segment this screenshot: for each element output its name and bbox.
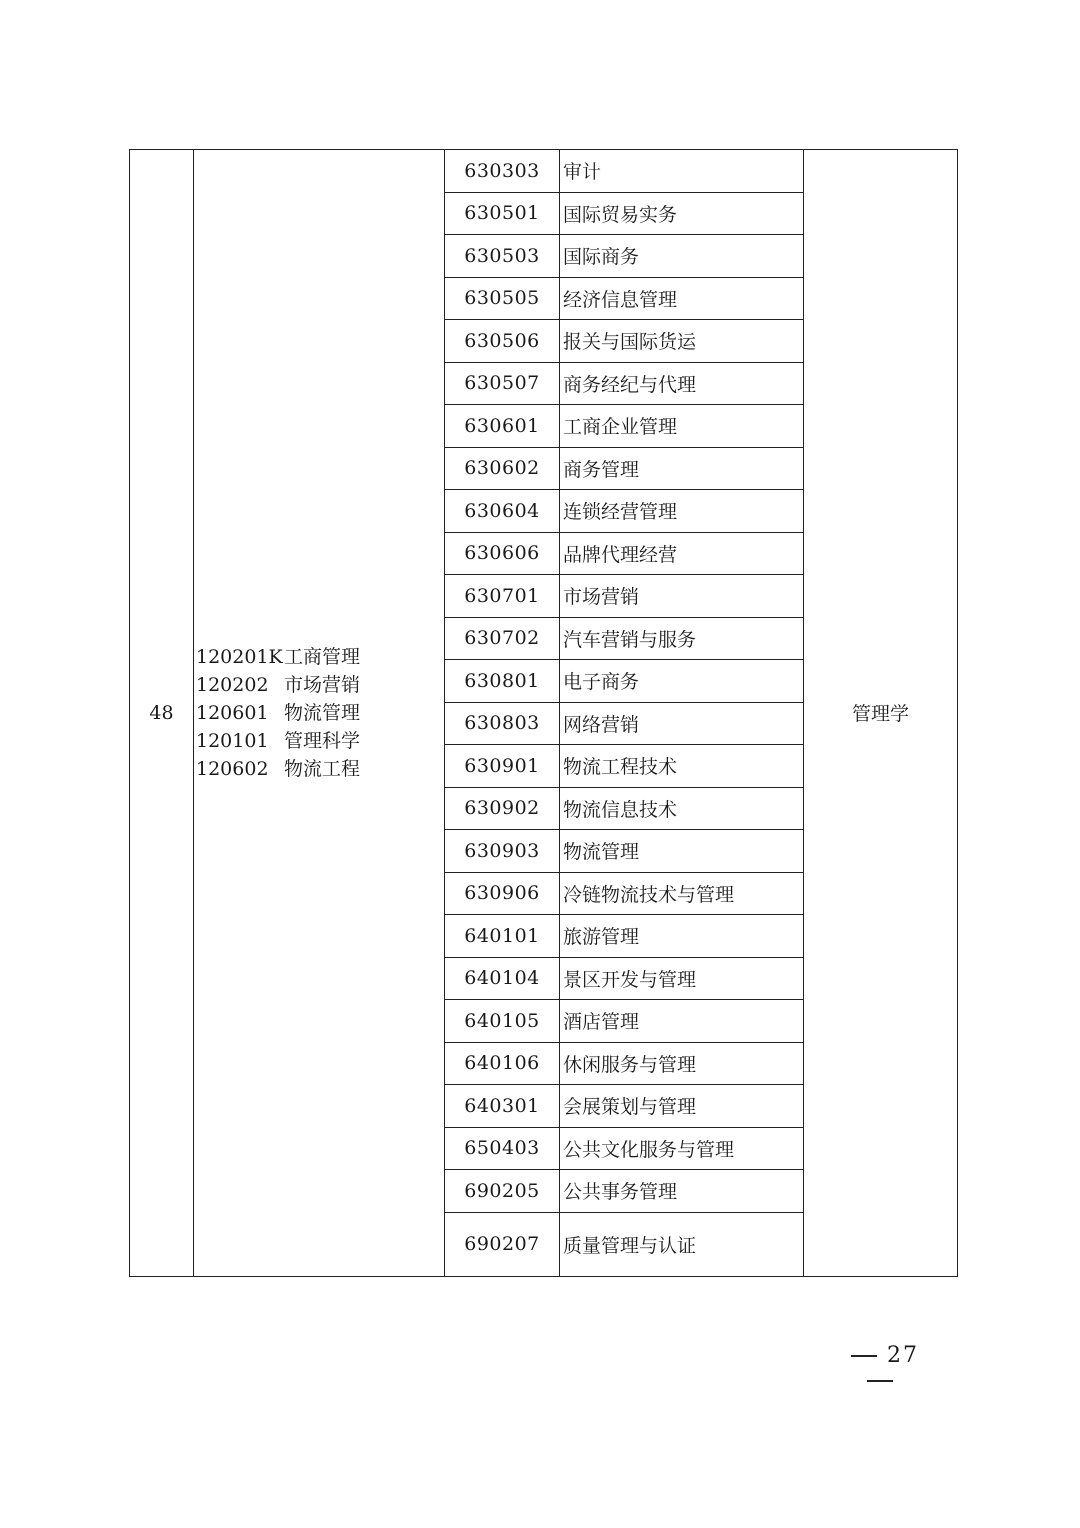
vocational-major-code: 640105 <box>445 1000 560 1043</box>
table-row <box>130 150 958 193</box>
undergrad-major-name: 工商管理 <box>284 645 361 668</box>
vocational-major-code: 630602 <box>445 447 560 490</box>
vocational-major-name: 商务经纪与代理 <box>560 362 804 405</box>
vocational-major-name: 国际贸易实务 <box>560 192 804 235</box>
vocational-major-name: 冷链物流技术与管理 <box>560 872 804 915</box>
vocational-major-code: 630803 <box>445 702 560 745</box>
vocational-major-name: 公共文化服务与管理 <box>560 1127 804 1170</box>
undergrad-major-code: 120602 <box>196 757 269 780</box>
page-number-value: 27 <box>887 1343 919 1368</box>
undergrad-major-name: 管理科学 <box>284 729 361 752</box>
vocational-major-name: 网络营销 <box>560 702 804 745</box>
undergrad-major-code: 120202 <box>196 673 269 696</box>
vocational-major-code: 630501 <box>445 192 560 235</box>
vocational-major-code: 630701 <box>445 575 560 618</box>
vocational-major-name: 景区开发与管理 <box>560 957 804 1000</box>
sequence-number-cell: 48 <box>130 150 194 1277</box>
vocational-major-name: 物流管理 <box>560 830 804 873</box>
vocational-major-name: 审计 <box>560 150 804 193</box>
vocational-major-name: 公共事务管理 <box>560 1170 804 1213</box>
vocational-major-code: 630505 <box>445 277 560 320</box>
undergrad-major-code: 120601 <box>196 701 269 724</box>
undergrad-major-code: 120201K <box>196 645 283 668</box>
vocational-major-code: 630906 <box>445 872 560 915</box>
majors-table <box>129 149 958 1277</box>
undergrad-major-item <box>196 727 444 755</box>
undergrad-majors-list <box>194 643 444 783</box>
page-number-left-dash <box>851 1355 877 1357</box>
vocational-major-name: 品牌代理经营 <box>560 532 804 575</box>
vocational-major-name: 连锁经营管理 <box>560 490 804 533</box>
vocational-major-code: 630303 <box>445 150 560 193</box>
vocational-major-name: 质量管理与认证 <box>560 1212 804 1276</box>
vocational-major-code: 690205 <box>445 1170 560 1213</box>
vocational-major-code: 630702 <box>445 617 560 660</box>
vocational-major-name: 物流工程技术 <box>560 745 804 788</box>
undergrad-majors-cell <box>194 150 445 1277</box>
vocational-major-name: 商务管理 <box>560 447 804 490</box>
vocational-major-name: 经济信息管理 <box>560 277 804 320</box>
page-number <box>820 1343 940 1393</box>
vocational-major-code: 630601 <box>445 405 560 448</box>
vocational-major-name: 酒店管理 <box>560 1000 804 1043</box>
vocational-major-code: 630604 <box>445 490 560 533</box>
vocational-major-name: 汽车营销与服务 <box>560 617 804 660</box>
vocational-major-code: 640101 <box>445 915 560 958</box>
vocational-major-name: 会展策划与管理 <box>560 1085 804 1128</box>
vocational-major-name: 市场营销 <box>560 575 804 618</box>
vocational-major-code: 690207 <box>445 1212 560 1276</box>
vocational-major-code: 630507 <box>445 362 560 405</box>
undergrad-major-code: 120101 <box>196 729 269 752</box>
vocational-major-code: 650403 <box>445 1127 560 1170</box>
vocational-major-code: 630901 <box>445 745 560 788</box>
page-number-right-dash <box>867 1380 893 1382</box>
vocational-major-code: 630606 <box>445 532 560 575</box>
vocational-major-code: 630801 <box>445 660 560 703</box>
vocational-major-code: 640104 <box>445 957 560 1000</box>
undergrad-major-name: 物流工程 <box>284 757 361 780</box>
undergrad-major-name: 市场营销 <box>284 673 361 696</box>
undergrad-major-item <box>196 699 444 727</box>
vocational-major-code: 630903 <box>445 830 560 873</box>
majors-table-body <box>130 150 958 1277</box>
vocational-major-code: 640301 <box>445 1085 560 1128</box>
vocational-major-code: 640106 <box>445 1042 560 1085</box>
vocational-major-name: 休闲服务与管理 <box>560 1042 804 1085</box>
vocational-major-code: 630506 <box>445 320 560 363</box>
undergrad-major-item <box>196 671 444 699</box>
vocational-major-name: 旅游管理 <box>560 915 804 958</box>
discipline-category-cell: 管理学 <box>804 150 958 1277</box>
vocational-major-name: 工商企业管理 <box>560 405 804 448</box>
vocational-major-name: 物流信息技术 <box>560 787 804 830</box>
vocational-major-name: 电子商务 <box>560 660 804 703</box>
vocational-major-code: 630902 <box>445 787 560 830</box>
vocational-major-name: 报关与国际货运 <box>560 320 804 363</box>
undergrad-major-item <box>196 643 444 671</box>
undergrad-major-name: 物流管理 <box>284 701 361 724</box>
vocational-major-name: 国际商务 <box>560 235 804 278</box>
vocational-major-code: 630503 <box>445 235 560 278</box>
undergrad-major-item <box>196 755 444 783</box>
